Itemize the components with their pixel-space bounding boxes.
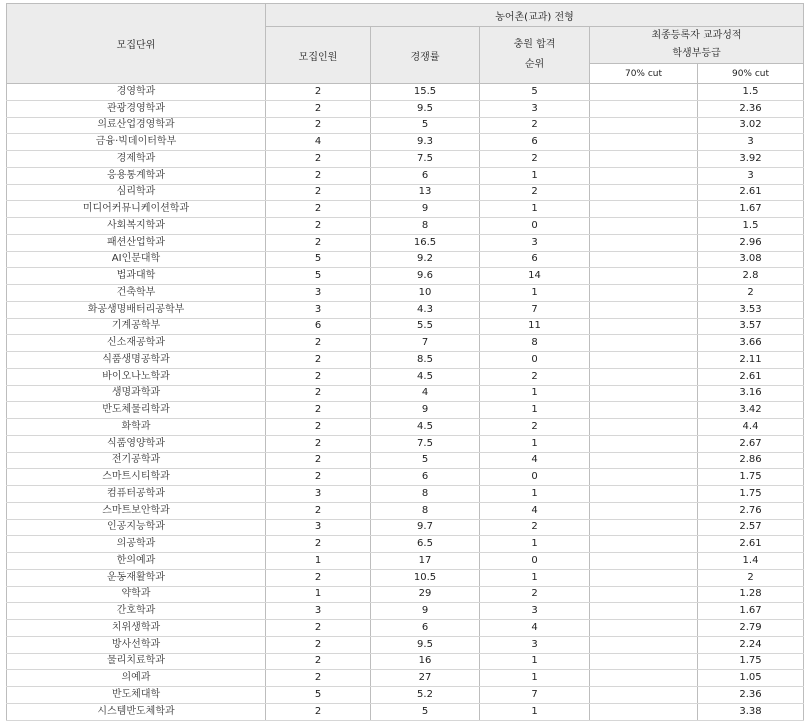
quota-cell: 5	[266, 687, 371, 704]
rank-cell: 1	[480, 569, 590, 586]
rank-cell: 11	[480, 318, 590, 335]
cut90-cell: 2.67	[698, 435, 804, 452]
table-row	[7, 151, 804, 168]
competition-cell: 5.2	[371, 687, 480, 704]
cut70-cell	[590, 703, 698, 720]
quota-cell: 2	[266, 452, 371, 469]
unit-cell: 스마트시티학과	[7, 469, 266, 486]
header-rank: 충원 합격 순위	[480, 27, 590, 84]
quota-cell: 2	[266, 151, 371, 168]
competition-cell: 9	[371, 402, 480, 419]
quota-cell: 2	[266, 84, 371, 101]
table-row	[7, 335, 804, 352]
cut70-cell	[590, 419, 698, 436]
cut70-cell	[590, 285, 698, 302]
cut90-cell: 3.38	[698, 703, 804, 720]
quota-cell: 2	[266, 620, 371, 637]
table-row	[7, 368, 804, 385]
quota-cell: 3	[266, 301, 371, 318]
rank-cell: 3	[480, 234, 590, 251]
cut90-cell: 3	[698, 134, 804, 151]
table-row	[7, 117, 804, 134]
cut70-cell	[590, 452, 698, 469]
cut70-cell	[590, 268, 698, 285]
unit-cell: 치위생학과	[7, 620, 266, 637]
unit-cell: AI인문대학	[7, 251, 266, 268]
unit-cell: 스마트보안학과	[7, 502, 266, 519]
table-row	[7, 603, 804, 620]
unit-cell: 법과대학	[7, 268, 266, 285]
unit-cell: 미디어커뮤니케이션학과	[7, 201, 266, 218]
competition-cell: 8	[371, 218, 480, 235]
cut90-cell: 1.75	[698, 486, 804, 503]
cut70-cell	[590, 435, 698, 452]
quota-cell: 2	[266, 670, 371, 687]
header-cut70: 70% cut	[590, 64, 698, 84]
unit-cell: 건축학부	[7, 285, 266, 302]
cut70-cell	[590, 586, 698, 603]
competition-cell: 9.3	[371, 134, 480, 151]
table-body	[7, 84, 804, 721]
unit-cell: 간호학과	[7, 603, 266, 620]
cut90-cell: 3	[698, 167, 804, 184]
cut90-cell: 3.42	[698, 402, 804, 419]
table-row	[7, 536, 804, 553]
quota-cell: 2	[266, 100, 371, 117]
rank-cell: 6	[480, 251, 590, 268]
rank-cell: 14	[480, 268, 590, 285]
competition-cell: 9.6	[371, 268, 480, 285]
table-header	[7, 4, 804, 84]
table-row	[7, 201, 804, 218]
quota-cell: 3	[266, 486, 371, 503]
rank-cell: 3	[480, 100, 590, 117]
rank-cell: 1	[480, 285, 590, 302]
unit-cell: 전기공학과	[7, 452, 266, 469]
quota-cell: 5	[266, 251, 371, 268]
table-row	[7, 402, 804, 419]
rank-cell: 2	[480, 117, 590, 134]
table-row	[7, 84, 804, 101]
rank-cell: 2	[480, 586, 590, 603]
competition-cell: 5	[371, 117, 480, 134]
table-row	[7, 653, 804, 670]
cut90-cell: 2.8	[698, 268, 804, 285]
unit-cell: 바이오나노학과	[7, 368, 266, 385]
cut90-cell: 2.36	[698, 100, 804, 117]
cut70-cell	[590, 385, 698, 402]
cut70-cell	[590, 553, 698, 570]
quota-cell: 2	[266, 201, 371, 218]
quota-cell: 3	[266, 519, 371, 536]
competition-cell: 9	[371, 201, 480, 218]
cut90-cell: 3.08	[698, 251, 804, 268]
competition-cell: 6	[371, 620, 480, 637]
rank-cell: 4	[480, 452, 590, 469]
table-row	[7, 419, 804, 436]
competition-cell: 6	[371, 469, 480, 486]
cut90-cell: 4.4	[698, 419, 804, 436]
cut90-cell: 1.05	[698, 670, 804, 687]
quota-cell: 2	[266, 335, 371, 352]
rank-cell: 4	[480, 620, 590, 637]
cut70-cell	[590, 636, 698, 653]
cut70-cell	[590, 301, 698, 318]
rank-cell: 0	[480, 469, 590, 486]
competition-cell: 4.5	[371, 368, 480, 385]
cut70-cell	[590, 184, 698, 201]
unit-cell: 패션산업학과	[7, 234, 266, 251]
competition-cell: 10.5	[371, 569, 480, 586]
cut70-cell	[590, 536, 698, 553]
rank-cell: 3	[480, 603, 590, 620]
cut70-cell	[590, 234, 698, 251]
cut70-cell	[590, 368, 698, 385]
cut90-cell: 2.61	[698, 184, 804, 201]
rank-cell: 0	[480, 352, 590, 369]
rank-cell: 3	[480, 636, 590, 653]
competition-cell: 9.5	[371, 636, 480, 653]
rank-cell: 0	[480, 218, 590, 235]
unit-cell: 화학과	[7, 419, 266, 436]
cut90-cell: 1.28	[698, 586, 804, 603]
table-row	[7, 670, 804, 687]
quota-cell: 2	[266, 469, 371, 486]
table-row	[7, 301, 804, 318]
unit-cell: 금융·빅데이터학부	[7, 134, 266, 151]
quota-cell: 2	[266, 167, 371, 184]
header-cut90: 90% cut	[698, 64, 804, 84]
competition-cell: 6	[371, 167, 480, 184]
competition-cell: 9.2	[371, 251, 480, 268]
table-row	[7, 586, 804, 603]
unit-cell: 의예과	[7, 670, 266, 687]
unit-cell: 경영학과	[7, 84, 266, 101]
unit-cell: 신소재공학과	[7, 335, 266, 352]
table-row	[7, 318, 804, 335]
quota-cell: 2	[266, 368, 371, 385]
rank-cell: 2	[480, 419, 590, 436]
table-row	[7, 285, 804, 302]
quota-cell: 2	[266, 184, 371, 201]
table-row	[7, 452, 804, 469]
rank-cell: 1	[480, 536, 590, 553]
competition-cell: 15.5	[371, 84, 480, 101]
cut90-cell: 2.61	[698, 368, 804, 385]
competition-cell: 8.5	[371, 352, 480, 369]
cut90-cell: 3.02	[698, 117, 804, 134]
quota-cell: 2	[266, 435, 371, 452]
header-grade: 최종등록자 교과성적 학생부등급	[590, 27, 804, 64]
cut70-cell	[590, 402, 698, 419]
cut90-cell: 1.67	[698, 603, 804, 620]
rank-cell: 1	[480, 385, 590, 402]
cut90-cell: 3.16	[698, 385, 804, 402]
table-row	[7, 620, 804, 637]
unit-cell: 컴퓨터공학과	[7, 486, 266, 503]
unit-cell: 응용통계학과	[7, 167, 266, 184]
table-row	[7, 553, 804, 570]
unit-cell: 방사선학과	[7, 636, 266, 653]
unit-cell: 반도체대학	[7, 687, 266, 704]
quota-cell: 1	[266, 553, 371, 570]
rank-cell: 7	[480, 687, 590, 704]
competition-cell: 8	[371, 502, 480, 519]
rank-cell: 1	[480, 703, 590, 720]
rank-cell: 8	[480, 335, 590, 352]
cut90-cell: 2.11	[698, 352, 804, 369]
table-row	[7, 251, 804, 268]
rank-cell: 7	[480, 301, 590, 318]
table-row	[7, 134, 804, 151]
unit-cell: 의료산업경영학과	[7, 117, 266, 134]
unit-cell: 화공생명배터리공학부	[7, 301, 266, 318]
rank-cell: 2	[480, 184, 590, 201]
cut90-cell: 1.5	[698, 84, 804, 101]
unit-cell: 기계공학부	[7, 318, 266, 335]
cut70-cell	[590, 335, 698, 352]
table-row	[7, 519, 804, 536]
quota-cell: 1	[266, 586, 371, 603]
cut90-cell: 1.5	[698, 218, 804, 235]
cut70-cell	[590, 352, 698, 369]
table-row	[7, 703, 804, 720]
table-row	[7, 100, 804, 117]
table-row	[7, 167, 804, 184]
quota-cell: 6	[266, 318, 371, 335]
cut90-cell: 2.24	[698, 636, 804, 653]
rank-cell: 1	[480, 486, 590, 503]
unit-cell: 물리치료학과	[7, 653, 266, 670]
unit-cell: 생명과학과	[7, 385, 266, 402]
header-competition: 경쟁률	[371, 27, 480, 84]
quota-cell: 5	[266, 268, 371, 285]
cut70-cell	[590, 486, 698, 503]
rank-cell: 1	[480, 670, 590, 687]
quota-cell: 2	[266, 653, 371, 670]
cut70-cell	[590, 569, 698, 586]
quota-cell: 2	[266, 352, 371, 369]
table-row	[7, 352, 804, 369]
table-row	[7, 385, 804, 402]
cut90-cell: 3.92	[698, 151, 804, 168]
unit-cell: 식품생명공학과	[7, 352, 266, 369]
table-row	[7, 502, 804, 519]
competition-cell: 5	[371, 703, 480, 720]
competition-cell: 29	[371, 586, 480, 603]
rank-cell: 1	[480, 653, 590, 670]
unit-cell: 식품영양학과	[7, 435, 266, 452]
quota-cell: 2	[266, 218, 371, 235]
cut70-cell	[590, 502, 698, 519]
competition-cell: 9.5	[371, 100, 480, 117]
cut90-cell: 2.36	[698, 687, 804, 704]
cut90-cell: 1.75	[698, 653, 804, 670]
rank-cell: 6	[480, 134, 590, 151]
cut90-cell: 2.96	[698, 234, 804, 251]
quota-cell: 3	[266, 603, 371, 620]
header-quota: 모집인원	[266, 27, 371, 84]
unit-cell: 약학과	[7, 586, 266, 603]
unit-cell: 사회복지학과	[7, 218, 266, 235]
competition-cell: 27	[371, 670, 480, 687]
unit-cell: 관광경영학과	[7, 100, 266, 117]
rank-cell: 5	[480, 84, 590, 101]
cut70-cell	[590, 167, 698, 184]
cut70-cell	[590, 318, 698, 335]
rank-cell: 2	[480, 151, 590, 168]
unit-cell: 경제학과	[7, 151, 266, 168]
cut90-cell: 1.4	[698, 553, 804, 570]
unit-cell: 시스템반도체학과	[7, 703, 266, 720]
cut90-cell: 1.75	[698, 469, 804, 486]
cut90-cell: 2	[698, 569, 804, 586]
quota-cell: 2	[266, 636, 371, 653]
cut90-cell: 2.57	[698, 519, 804, 536]
cut70-cell	[590, 469, 698, 486]
quota-cell: 2	[266, 419, 371, 436]
cut70-cell	[590, 100, 698, 117]
cut70-cell	[590, 653, 698, 670]
unit-cell: 의공학과	[7, 536, 266, 553]
unit-cell: 심리학과	[7, 184, 266, 201]
cut70-cell	[590, 117, 698, 134]
unit-cell: 한의예과	[7, 553, 266, 570]
cut90-cell: 3.66	[698, 335, 804, 352]
admission-results-table	[6, 3, 804, 721]
quota-cell: 2	[266, 569, 371, 586]
cut70-cell	[590, 201, 698, 218]
rank-cell: 1	[480, 402, 590, 419]
header-unit: 모집단위	[7, 4, 266, 84]
cut90-cell: 2.61	[698, 536, 804, 553]
table-row	[7, 184, 804, 201]
competition-cell: 7.5	[371, 435, 480, 452]
competition-cell: 6.5	[371, 536, 480, 553]
cut70-cell	[590, 620, 698, 637]
quota-cell: 2	[266, 703, 371, 720]
rank-cell: 2	[480, 368, 590, 385]
cut90-cell: 2.76	[698, 502, 804, 519]
header-group: 농어촌(교과) 전형	[266, 4, 804, 27]
cut70-cell	[590, 151, 698, 168]
rank-cell: 1	[480, 167, 590, 184]
unit-cell: 운동재활학과	[7, 569, 266, 586]
admission-table-container	[6, 3, 806, 721]
cut70-cell	[590, 603, 698, 620]
competition-cell: 4.5	[371, 419, 480, 436]
table-row	[7, 435, 804, 452]
competition-cell: 9	[371, 603, 480, 620]
competition-cell: 10	[371, 285, 480, 302]
competition-cell: 5.5	[371, 318, 480, 335]
competition-cell: 16.5	[371, 234, 480, 251]
cut70-cell	[590, 251, 698, 268]
rank-cell: 1	[480, 435, 590, 452]
competition-cell: 9.7	[371, 519, 480, 536]
competition-cell: 13	[371, 184, 480, 201]
unit-cell: 반도체물리학과	[7, 402, 266, 419]
quota-cell: 3	[266, 285, 371, 302]
rank-cell: 1	[480, 201, 590, 218]
quota-cell: 4	[266, 134, 371, 151]
quota-cell: 2	[266, 234, 371, 251]
table-row	[7, 268, 804, 285]
competition-cell: 7.5	[371, 151, 480, 168]
table-row	[7, 469, 804, 486]
cut70-cell	[590, 84, 698, 101]
competition-cell: 8	[371, 486, 480, 503]
table-row	[7, 234, 804, 251]
cut70-cell	[590, 134, 698, 151]
cut90-cell: 3.57	[698, 318, 804, 335]
table-row	[7, 569, 804, 586]
rank-cell: 0	[480, 553, 590, 570]
competition-cell: 7	[371, 335, 480, 352]
cut90-cell: 2.79	[698, 620, 804, 637]
table-row	[7, 218, 804, 235]
competition-cell: 16	[371, 653, 480, 670]
competition-cell: 5	[371, 452, 480, 469]
competition-cell: 17	[371, 553, 480, 570]
competition-cell: 4	[371, 385, 480, 402]
rank-cell: 2	[480, 519, 590, 536]
table-row	[7, 486, 804, 503]
table-row	[7, 636, 804, 653]
competition-cell: 4.3	[371, 301, 480, 318]
cut90-cell: 1.67	[698, 201, 804, 218]
rank-cell: 4	[480, 502, 590, 519]
quota-cell: 2	[266, 402, 371, 419]
quota-cell: 2	[266, 117, 371, 134]
quota-cell: 2	[266, 385, 371, 402]
cut70-cell	[590, 670, 698, 687]
cut90-cell: 3.53	[698, 301, 804, 318]
cut90-cell: 2.86	[698, 452, 804, 469]
cut70-cell	[590, 218, 698, 235]
cut90-cell: 2	[698, 285, 804, 302]
quota-cell: 2	[266, 536, 371, 553]
quota-cell: 2	[266, 502, 371, 519]
cut70-cell	[590, 519, 698, 536]
unit-cell: 인공지능학과	[7, 519, 266, 536]
